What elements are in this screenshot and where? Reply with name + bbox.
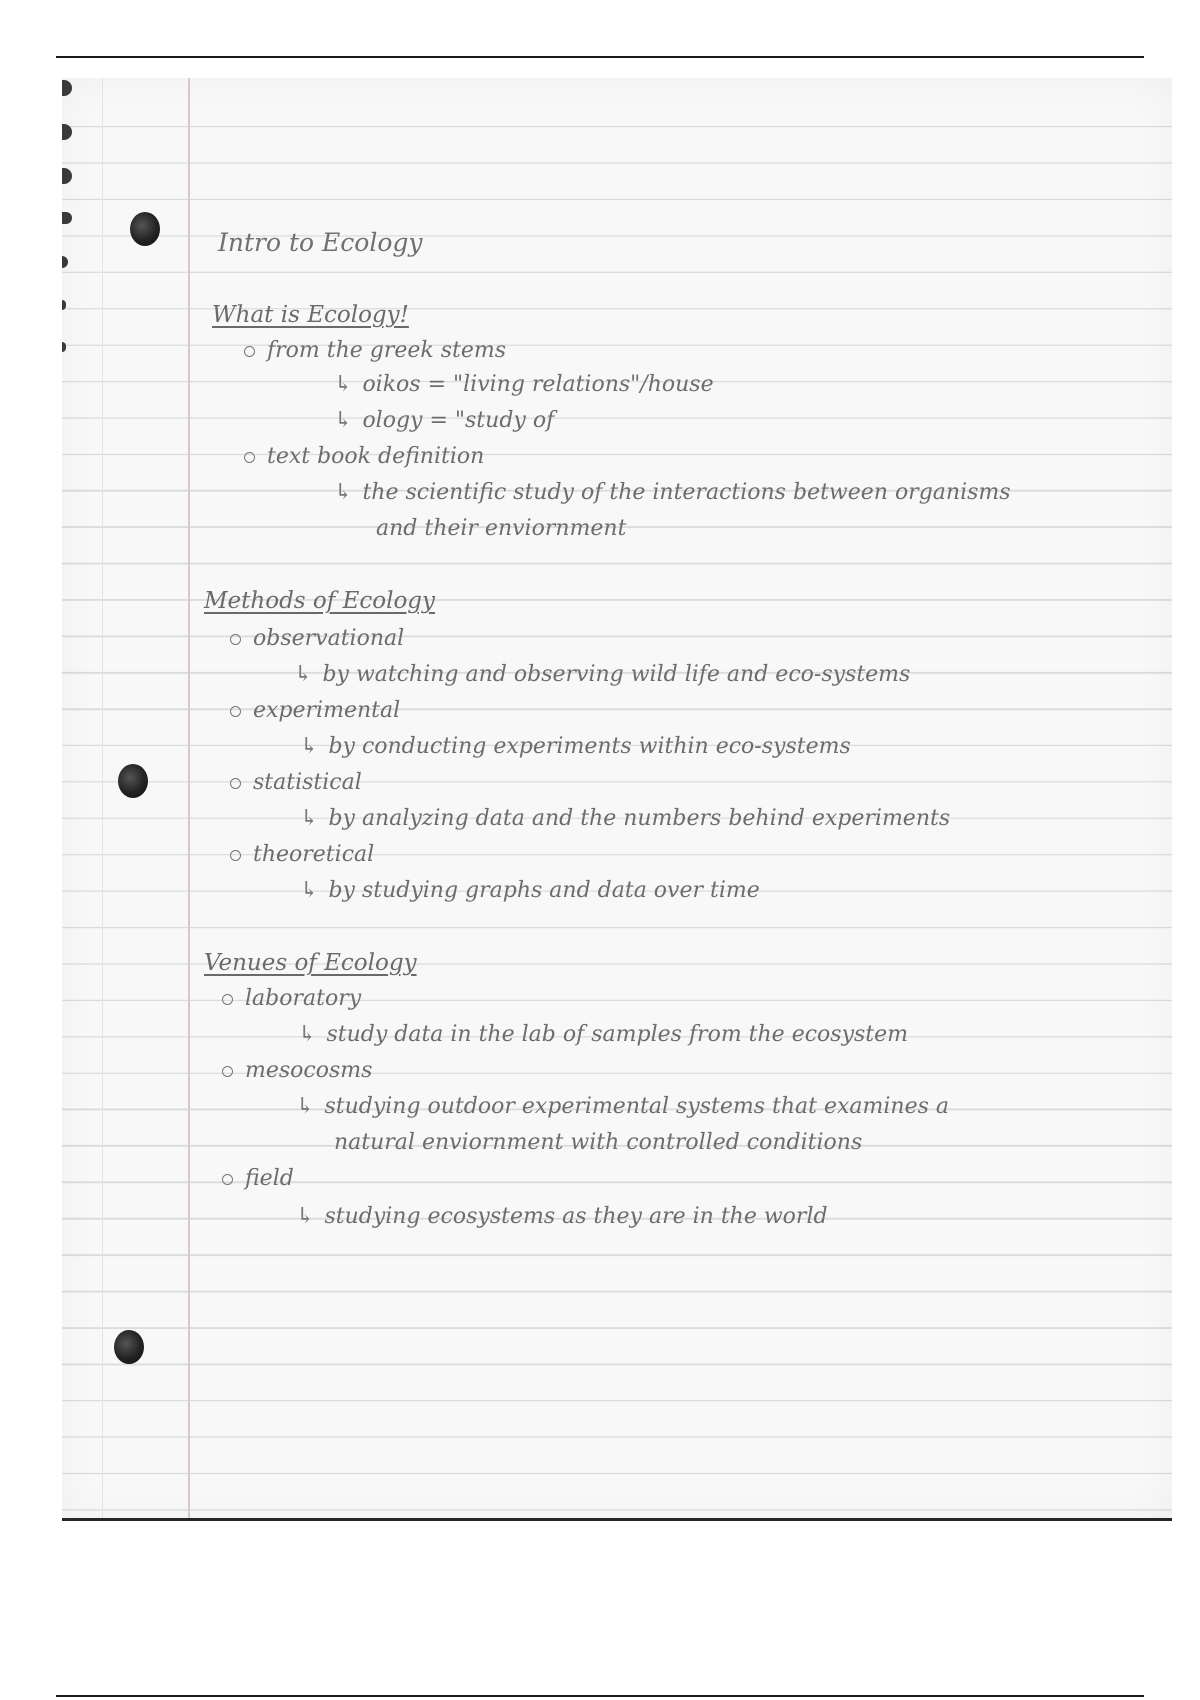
return-arrow-icon: ↳: [334, 408, 353, 433]
margin-line: [188, 78, 190, 1518]
sub-text: oikos = "living relations"/house: [362, 372, 714, 397]
bullet-text: mesocosms: [245, 1058, 373, 1083]
return-arrow-icon: ↳: [296, 1204, 315, 1229]
bullet-item: [230, 626, 404, 651]
sub-text: by studying graphs and data over time: [328, 878, 760, 903]
bullet-text: text book definition: [267, 444, 485, 469]
bullet-item: [230, 770, 362, 795]
punch-hole: [118, 764, 148, 798]
bullet-text: from the greek stems: [267, 338, 507, 363]
sub-item: [294, 662, 910, 687]
sub-text: study data in the lab of samples from the ecosystem: [326, 1022, 909, 1047]
return-arrow-icon: ↳: [300, 806, 319, 831]
sub-item: [296, 1094, 949, 1119]
sub-text-continued: natural enviornment with controlled conditions: [334, 1130, 863, 1155]
bullet-item: [230, 698, 400, 723]
sub-text: the scientific study of the interactions between organisms: [362, 480, 1011, 505]
bullet-text: experimental: [253, 698, 401, 723]
bullet-item: [222, 986, 361, 1011]
bullet-text: field: [245, 1166, 294, 1191]
notebook-paper: [62, 78, 1172, 1520]
bullet-text: statistical: [253, 770, 362, 795]
sub-text: ology = "study of: [362, 408, 555, 433]
page-title: Intro to Ecology: [218, 228, 423, 257]
bullet-dot-icon: [230, 850, 241, 861]
paper-bottom-edge: [62, 1518, 1172, 1521]
bullet-dot-icon: [230, 634, 241, 645]
bullet-dot-icon: [244, 452, 255, 463]
sub-text: studying outdoor experimental systems that examines a: [324, 1094, 949, 1119]
bullet-dot-icon: [222, 1066, 233, 1077]
bullet-item: [244, 444, 484, 469]
punch-hole: [130, 212, 160, 246]
sub-text: by watching and observing wild life and eco-systems: [322, 662, 911, 687]
return-arrow-icon: ↳: [300, 878, 319, 903]
bullet-text: observational: [253, 626, 405, 651]
bullet-text: theoretical: [253, 842, 375, 867]
bullet-item: [222, 1166, 294, 1191]
bullet-item: [222, 1058, 372, 1083]
bullet-dot-icon: [222, 1174, 233, 1185]
sub-item: [334, 408, 554, 433]
sub-text: studying ecosystems as they are in the world: [324, 1204, 828, 1229]
page-top-rule: [56, 56, 1144, 58]
sub-item: [296, 1204, 828, 1229]
sub-text: by conducting experiments within eco-systems: [328, 734, 851, 759]
sub-item: [334, 372, 714, 397]
section-heading: Methods of Ecology: [204, 588, 436, 614]
return-arrow-icon: ↳: [298, 1022, 317, 1047]
return-arrow-icon: ↳: [296, 1094, 315, 1119]
return-arrow-icon: ↳: [300, 734, 319, 759]
bullet-item: [244, 338, 506, 363]
bullet-item: [230, 842, 374, 867]
sub-item: [300, 806, 950, 831]
sub-item: [300, 878, 760, 903]
margin-line-left: [102, 78, 103, 1518]
sub-text: by analyzing data and the numbers behind experiments: [328, 806, 951, 831]
bullet-dot-icon: [230, 706, 241, 717]
bullet-dot-icon: [244, 346, 255, 357]
sub-text-continued: and their enviornment: [376, 516, 627, 541]
bullet-dot-icon: [222, 994, 233, 1005]
bullet-text: laboratory: [245, 986, 362, 1011]
return-arrow-icon: ↳: [294, 662, 313, 687]
bullet-dot-icon: [230, 778, 241, 789]
page-bottom-rule: [56, 1695, 1144, 1697]
section-heading: Venues of Ecology: [204, 950, 417, 976]
return-arrow-icon: ↳: [334, 480, 353, 505]
section-heading: What is Ecology!: [212, 302, 409, 328]
sub-item: [334, 480, 1011, 505]
sub-item: [300, 734, 851, 759]
punch-hole: [114, 1330, 144, 1364]
sub-item: [298, 1022, 908, 1047]
return-arrow-icon: ↳: [334, 372, 353, 397]
